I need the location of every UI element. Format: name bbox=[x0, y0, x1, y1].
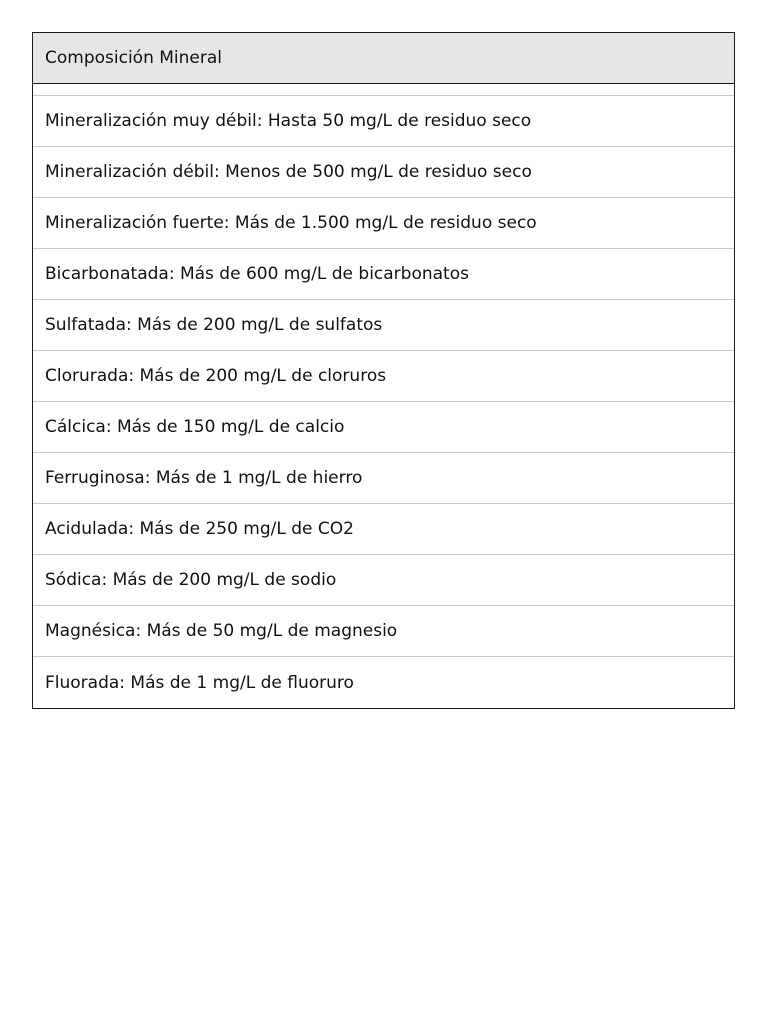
table-row bbox=[33, 96, 734, 147]
table-row bbox=[33, 606, 734, 657]
table-row-text: Acidulada: Más de 250 mg/L de CO2 bbox=[45, 519, 354, 539]
table-row bbox=[33, 198, 734, 249]
table-row bbox=[33, 249, 734, 300]
table-spacer-row bbox=[33, 84, 734, 96]
table-row bbox=[33, 555, 734, 606]
table-row bbox=[33, 402, 734, 453]
table-row-text: Fluorada: Más de 1 mg/L de fluoruro bbox=[45, 672, 354, 693]
table-row bbox=[33, 300, 734, 351]
table-row bbox=[33, 147, 734, 198]
table-row-text: Mineralización muy débil: Hasta 50 mg/L de residuo seco bbox=[45, 111, 532, 131]
table-row-text: Magnésica: Más de 50 mg/L de magnesio bbox=[45, 621, 398, 641]
table-row-text: Sulfatada: Más de 200 mg/L de sulfatos bbox=[45, 315, 383, 335]
table-row bbox=[33, 504, 734, 555]
table-header-label: Composición Mineral bbox=[45, 48, 223, 68]
table-row-text: Cálcica: Más de 150 mg/L de calcio bbox=[45, 417, 345, 437]
table-row-text: Bicarbonatada: Más de 600 mg/L de bicarbonatos bbox=[45, 264, 469, 284]
table-header bbox=[33, 33, 734, 84]
table-row-text: Mineralización débil: Menos de 500 mg/L de residuo seco bbox=[45, 162, 532, 182]
table-row-text: Sódica: Más de 200 mg/L de sodio bbox=[45, 570, 337, 590]
table-row bbox=[33, 453, 734, 504]
table-row bbox=[33, 657, 734, 708]
table-row bbox=[33, 351, 734, 402]
table-row-text: Ferruginosa: Más de 1 mg/L de hierro bbox=[45, 468, 363, 488]
table-row-text: Mineralización fuerte: Más de 1.500 mg/L de residuo seco bbox=[45, 213, 537, 233]
table-row-text: Clorurada: Más de 200 mg/L de cloruros bbox=[45, 366, 387, 386]
mineral-composition-table bbox=[32, 32, 735, 709]
